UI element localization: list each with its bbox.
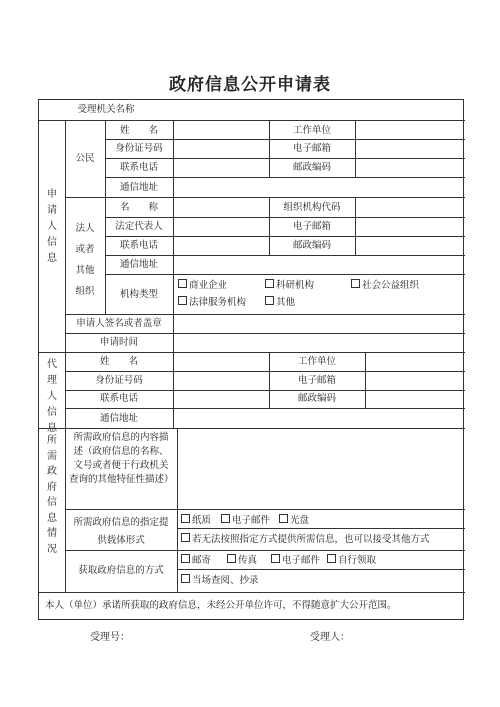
- citizen-phone-input[interactable]: [174, 159, 269, 177]
- citizen-email-label: 电子邮箱: [292, 143, 331, 154]
- org-phone-label: 联系电话: [119, 240, 158, 251]
- citizen-group-label: 公民: [75, 153, 95, 164]
- info-desc-label: 所需政府信息的内容描述（政府信息的名称、文号或者便于行政机关查询的其他特征性描述）: [69, 432, 174, 485]
- method-label: 获取政府信息的方式: [78, 565, 164, 576]
- carrier-alt-option[interactable]: 若无法按照指定方式提供所需信息，也可以接受其他方式: [181, 533, 430, 546]
- org-type-option[interactable]: 商业企业: [178, 279, 227, 292]
- agent-id-label: 身份证号码: [95, 375, 143, 386]
- checkbox-icon[interactable]: [227, 554, 236, 563]
- apply-time-label: 申请时间: [99, 337, 138, 348]
- org-group-label: 法人 或者 其他 组织: [75, 223, 95, 297]
- application-form: [38, 99, 464, 620]
- citizen-address-label: 通信地址: [119, 182, 158, 193]
- org-email-label: 电子邮箱: [292, 221, 331, 232]
- agent-work-unit-input[interactable]: [366, 353, 464, 371]
- divider: [177, 569, 465, 570]
- method-option[interactable]: 自行领取: [327, 554, 376, 567]
- divider: [39, 592, 465, 593]
- divider: [177, 528, 465, 529]
- org-postcode-label: 邮政编码: [292, 240, 331, 251]
- divider: [65, 509, 465, 510]
- method-option[interactable]: 邮寄: [181, 554, 211, 567]
- citizen-work-unit-input[interactable]: [356, 121, 464, 139]
- signature-input[interactable]: [174, 315, 464, 333]
- receive-number-label: 受理号：: [90, 632, 130, 643]
- agency-input[interactable]: [174, 101, 464, 120]
- citizen-name-input[interactable]: [174, 121, 269, 139]
- citizen-name-label: 姓 名: [119, 125, 158, 136]
- info-desc-input[interactable]: [178, 429, 464, 509]
- citizen-email-input[interactable]: [356, 140, 464, 158]
- checkbox-icon[interactable]: [351, 279, 360, 288]
- commitment-statement: 本人（单位）承诺所获取的政府信息，未经公开单位许可，不得随意扩大公开范围。: [45, 600, 397, 611]
- method-option[interactable]: 电子邮件: [271, 554, 320, 567]
- org-legal-rep-input[interactable]: [174, 218, 269, 236]
- agent-name-input[interactable]: [174, 353, 269, 371]
- receiver-label: 受理人：: [310, 632, 350, 643]
- checkbox-icon[interactable]: [181, 533, 190, 542]
- org-code-label: 组织机构代码: [283, 202, 341, 213]
- apply-time-input[interactable]: [174, 334, 464, 352]
- citizen-phone-label: 联系电话: [119, 162, 158, 173]
- citizen-postcode-label: 邮政编码: [292, 162, 331, 173]
- agent-work-unit-label: 工作单位: [297, 356, 336, 367]
- method-option[interactable]: 传真: [227, 554, 257, 567]
- carrier-option[interactable]: 光盘: [279, 514, 309, 527]
- org-type-option[interactable]: 科研机构: [265, 279, 314, 292]
- carrier-label: 所需政府信息的指定提供载体形式: [73, 517, 169, 546]
- org-email-input[interactable]: [356, 218, 464, 236]
- citizen-postcode-input[interactable]: [356, 159, 464, 177]
- form-title: 政府信息公开申请表: [169, 75, 331, 95]
- divider: [65, 428, 66, 592]
- org-phone-input[interactable]: [174, 237, 269, 255]
- citizen-address-input[interactable]: [174, 178, 464, 197]
- checkbox-icon[interactable]: [178, 279, 187, 288]
- agent-name-label: 姓 名: [99, 356, 138, 367]
- agent-phone-label: 联系电话: [99, 393, 138, 404]
- org-type-option[interactable]: 其他: [265, 296, 295, 309]
- agent-postcode-label: 邮政编码: [297, 393, 336, 404]
- checkbox-icon[interactable]: [178, 296, 187, 305]
- checkbox-icon[interactable]: [279, 514, 288, 523]
- agent-address-input[interactable]: [174, 409, 464, 428]
- citizen-id-input[interactable]: [174, 140, 269, 158]
- org-address-input[interactable]: [174, 256, 464, 274]
- carrier-option[interactable]: 纸质: [181, 514, 211, 527]
- agent-email-input[interactable]: [366, 372, 464, 390]
- checkbox-icon[interactable]: [221, 514, 230, 523]
- applicant-group-label: 申请人信息: [47, 189, 57, 264]
- agency-label: 受理机关名称: [77, 104, 135, 115]
- info-group-label: 所需政府信息情况: [47, 435, 57, 555]
- checkbox-icon[interactable]: [181, 514, 190, 523]
- method-option[interactable]: 当场查阅、抄录: [181, 574, 259, 587]
- agent-address-label: 通信地址: [99, 413, 138, 424]
- agent-id-input[interactable]: [174, 372, 269, 390]
- org-type-option[interactable]: 法律服务机构: [178, 296, 246, 309]
- divider: [65, 550, 465, 551]
- org-type-option[interactable]: 社会公益组织: [351, 279, 419, 292]
- checkbox-icon[interactable]: [181, 554, 190, 563]
- org-name-input[interactable]: [174, 198, 269, 217]
- org-postcode-input[interactable]: [356, 237, 464, 255]
- checkbox-icon[interactable]: [271, 554, 280, 563]
- agent-group-label: 代理人信息: [47, 359, 57, 434]
- signature-label: 申请人签名或者盖章: [76, 318, 162, 329]
- org-legal-rep-label: 法定代表人: [115, 221, 163, 232]
- checkbox-icon[interactable]: [265, 279, 274, 288]
- checkbox-icon[interactable]: [327, 554, 336, 563]
- org-name-label: 名 称: [119, 202, 158, 213]
- org-address-label: 通信地址: [119, 259, 158, 270]
- org-code-input[interactable]: [356, 198, 464, 217]
- divider: [105, 274, 465, 275]
- checkbox-icon[interactable]: [181, 574, 190, 583]
- citizen-work-unit-label: 工作单位: [292, 125, 331, 136]
- checkbox-icon[interactable]: [265, 296, 274, 305]
- org-type-label: 机构类型: [119, 289, 158, 300]
- carrier-option[interactable]: 电子邮件: [221, 514, 270, 527]
- agent-postcode-input[interactable]: [366, 391, 464, 408]
- agent-email-label: 电子邮箱: [297, 375, 336, 386]
- citizen-id-label: 身份证号码: [115, 143, 163, 154]
- agent-phone-input[interactable]: [174, 391, 269, 408]
